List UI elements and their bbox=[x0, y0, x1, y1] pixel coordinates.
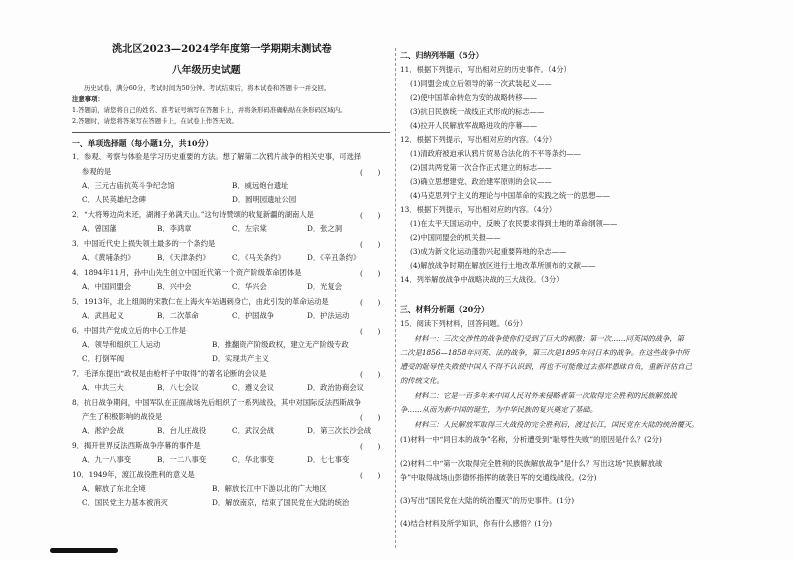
option-3d: D．《辛丑条约》 bbox=[307, 253, 361, 262]
question-13-4: (4)解放战争时期在解放区进行土地改革所颁布的文献—— bbox=[410, 261, 596, 270]
option-6b: B．推翻资产阶级政权，建立无产阶级专政 bbox=[212, 340, 349, 349]
option-8a: A．淞沪会战 bbox=[82, 426, 124, 435]
subquestion-4: (4)结合材料及所学知识，你有什么感悟？(1分) bbox=[400, 519, 553, 528]
scan-mark bbox=[50, 548, 118, 553]
right-column bbox=[400, 0, 730, 561]
question-11-2: (2)使中国革命转危为安的战略转移—— bbox=[410, 93, 538, 102]
part3-heading: 三、材料分析题（20分） bbox=[400, 305, 489, 314]
subquestion-3: (3)写出“国民党在大陆的统治覆灭”的历史事件。(1分) bbox=[400, 496, 575, 505]
question-11-4: (4)拉开人民解放军战略进攻的序幕—— bbox=[410, 121, 538, 130]
column-divider bbox=[395, 48, 397, 548]
question-15: 15．阅读下列材料，回答问题。（6分） bbox=[400, 319, 528, 328]
option-1c: C．人民英雄纪念碑 bbox=[82, 195, 146, 204]
question-12-1: (1)清政府被迫承认鸦片贸易合法化的不平等条约—— bbox=[410, 149, 581, 158]
option-5c: C．护国战争 bbox=[232, 311, 275, 320]
option-6c: C．打倒军阀 bbox=[82, 354, 125, 363]
answer-bracket: ( ) bbox=[360, 413, 381, 422]
answer-bracket: ( ) bbox=[360, 370, 381, 379]
question-2: 2．“大将筹边尚未还，湖湘子弟满天山。”这句诗赞颂的收复新疆的湖南人是 bbox=[72, 210, 314, 219]
option-9a: A．九一八事变 bbox=[82, 455, 132, 464]
option-2b: B．李鸿章 bbox=[157, 224, 192, 233]
subject-title: 八年级历史试题 bbox=[172, 65, 241, 76]
option-7a: A．中共三大 bbox=[82, 383, 124, 392]
answer-bracket: ( ) bbox=[360, 471, 381, 480]
option-7b: B．八七会议 bbox=[157, 383, 199, 392]
option-6a: A．领导和组织工人运动 bbox=[82, 340, 161, 349]
note-1: 1.答题前，请您将自己的姓名、准考证号填写在答题卡上，并将条形码准确粘贴在条形码区域内。 bbox=[72, 106, 347, 114]
material-2-line-1: 材料二：它是一百多年来中国人民对外来侵略者第一次取得完全胜利的民族解放战 bbox=[414, 391, 677, 400]
question-13-1: (1)在太平天国运动中，反映了农民要求得到土地的革命纲领—— bbox=[410, 219, 618, 228]
answer-bracket: ( ) bbox=[360, 269, 381, 278]
option-5a: A．武昌起义 bbox=[82, 311, 124, 320]
option-8b: B．台儿庄战役 bbox=[157, 426, 207, 435]
question-4: 4．1894年11月，孙中山先生创立中国近代第一个资产阶级革命团体是 bbox=[72, 268, 302, 277]
question-12-2: (2)国共两党第一次合作正式建立的标志—— bbox=[410, 163, 552, 172]
option-4d: D．光复会 bbox=[307, 282, 343, 291]
option-9b: B．一二八事变 bbox=[157, 455, 207, 464]
material-2-line-2: 争……从而为新中国的诞生，为中华民族的复兴奠定了基础。 bbox=[400, 405, 598, 414]
question-12-4: (4)马克思列宁主义的理论与中国革命的实践之统一的思想—— bbox=[410, 191, 611, 200]
material-3: 材料三：人民解放军取得三大战役的完全胜利后，渡过长江，国民党在大陆的统治覆灭。 bbox=[414, 420, 699, 429]
material-1-line-2: 二次是1856—1858年同英、法的战争，第三次是1895年同日本的战争。在这些战争中所 bbox=[400, 348, 690, 357]
answer-bracket: ( ) bbox=[360, 327, 381, 336]
question-14: 14．列举解放战争中战略决战的三大战役。（3分） bbox=[400, 275, 564, 284]
option-5d: D．护法运动 bbox=[307, 311, 350, 320]
question-11-3: (3)抗日民族统一战线正式形成的标志—— bbox=[410, 107, 545, 116]
material-1-line-4: 的传统文化。 bbox=[400, 376, 444, 385]
question-8: 8．抗日战争期间，中国军队在正面战场先后组织了一系列战役，其中对国际反法西斯战争 bbox=[72, 398, 362, 407]
option-1d: D．圆明园遗址公园 bbox=[232, 195, 297, 204]
option-10d: D．解放南京，结束了国民党在大陆的统治 bbox=[212, 498, 350, 507]
option-10c: C．国民党主力基本被消灭 bbox=[82, 498, 168, 507]
material-1-line-1: 材料一：三次交涉性的战争使你们受到了巨大的刺激；第一次……同英国的战争，第 bbox=[414, 334, 684, 343]
subquestion-2: (2)材料二中“第一次取得完全胜利的民族解放战争”是什么？写出这场“民族解放战 bbox=[400, 459, 663, 468]
question-12-3: (3)确立思想建党、政治建军原则的会议—— bbox=[410, 177, 552, 186]
option-4c: C．华兴会 bbox=[232, 282, 267, 291]
question-7: 7．毛泽东提出“政权是由枪杆子中取得”的著名论断的会议是 bbox=[72, 369, 267, 378]
question-3: 3．中国近代史上损失领土最多的一个条约是 bbox=[72, 239, 216, 248]
question-1: 1．参观、考察与体验是学习历史重要的方法。想了解第二次鸦片战争的相关史事，可选择 bbox=[72, 152, 362, 161]
option-2a: A．曾国藩 bbox=[82, 224, 117, 233]
part1-heading: 一、单项选择题（每小题1分，共10分） bbox=[72, 139, 214, 148]
question-8-cont: 产生了积极影响的战役是 bbox=[82, 412, 163, 421]
question-9: 9．揭开世界反法西斯战争序幕的事件是 bbox=[72, 441, 201, 450]
note-2: 2.答题时，请您将答案写在答题卡上，在试卷上作答无效。 bbox=[72, 117, 238, 125]
question-13-2: (2)中国同盟会的机关报—— bbox=[410, 233, 501, 242]
answer-bracket: ( ) bbox=[360, 168, 381, 177]
option-3b: B．《天津条约》 bbox=[157, 253, 210, 262]
left-column bbox=[72, 0, 392, 561]
question-6: 6．中国共产党成立后的中心工作是 bbox=[72, 326, 187, 335]
option-1a: A．三元古庙抗英斗争纪念馆 bbox=[82, 181, 175, 190]
material-1-line-3: 遭受的耻辱性失败使中国人不得不认识到，再也不可能像过去那样愚昧自负，重新评估自己 bbox=[400, 362, 692, 371]
option-9c: C．华北事变 bbox=[232, 455, 275, 464]
option-4b: B．兴中会 bbox=[157, 282, 192, 291]
option-9d: D．七七事变 bbox=[307, 455, 350, 464]
question-13-3: (3)成为新文化运动蓬勃兴起重要阵地的杂志—— bbox=[410, 247, 567, 256]
answer-bracket: ( ) bbox=[360, 442, 381, 451]
question-13: 13．根据下列提示，写出相对应的内容。（4分） bbox=[400, 205, 557, 214]
subquestion-2-cont: 争”中取得战场山彭德怀指挥的破袭日军的交通线战役。(2分) bbox=[400, 473, 597, 482]
option-2c: C．左宗棠 bbox=[232, 224, 267, 233]
exam-title: 洮北区2023—2024学年度第一学期期末测试卷 bbox=[112, 43, 332, 55]
intro-text: 历史试卷，满分60分，考试时间为50分钟。考试结束后，将本试卷和答题卡一并交回。 bbox=[84, 84, 331, 92]
option-1b: B．威远炮台遗址 bbox=[232, 181, 289, 190]
option-7d: D．政治协商会议 bbox=[307, 383, 364, 392]
option-4a: A．中国同盟会 bbox=[82, 282, 132, 291]
notes-heading: 注意事项： bbox=[72, 95, 104, 103]
part2-heading: 二、归纳列举题（5分） bbox=[400, 51, 484, 60]
option-3a: A．《黄埔条约》 bbox=[82, 253, 135, 262]
answer-bracket: ( ) bbox=[360, 240, 381, 249]
option-5b: B．二次革命 bbox=[157, 311, 199, 320]
answer-bracket: ( ) bbox=[360, 211, 381, 220]
question-11: 11．根据下列提示，写出相对应的历史事件。（4分） bbox=[400, 65, 571, 74]
option-10b: B．解放长江中下游以北的广大地区 bbox=[212, 484, 327, 493]
question-1-cont: 参观的是 bbox=[82, 167, 112, 176]
question-10: 10．1949年，渡江战役胜利的意义是 bbox=[72, 470, 195, 479]
question-11-1: (1)同盟会成立后领导的第一次武装起义—— bbox=[410, 79, 552, 88]
question-5: 5．1913年，北上组阁的宋教仁在上海火车站遇刺身亡，由此引发的革命运动是 bbox=[72, 297, 329, 306]
question-12: 12．根据下列提示，写出相对应的内容。（4分） bbox=[400, 135, 557, 144]
option-2d: D．张之洞 bbox=[307, 224, 343, 233]
subquestion-1: (1)材料一中“同日本的战争”名称，分析遭受到“耻辱性失败”的原因是什么？(2分) bbox=[400, 435, 662, 444]
option-8c: C．武汉会战 bbox=[232, 426, 275, 435]
option-3c: C．《马关条约》 bbox=[232, 253, 286, 262]
option-6d: D．实现共产主义 bbox=[212, 354, 269, 363]
answer-bracket: ( ) bbox=[360, 298, 381, 307]
option-10a: A．解放了东北全境 bbox=[82, 484, 146, 493]
option-7c: C．遵义会议 bbox=[232, 383, 275, 392]
option-8d: D．第三次长沙会战 bbox=[307, 426, 372, 435]
header-rule bbox=[72, 132, 390, 133]
